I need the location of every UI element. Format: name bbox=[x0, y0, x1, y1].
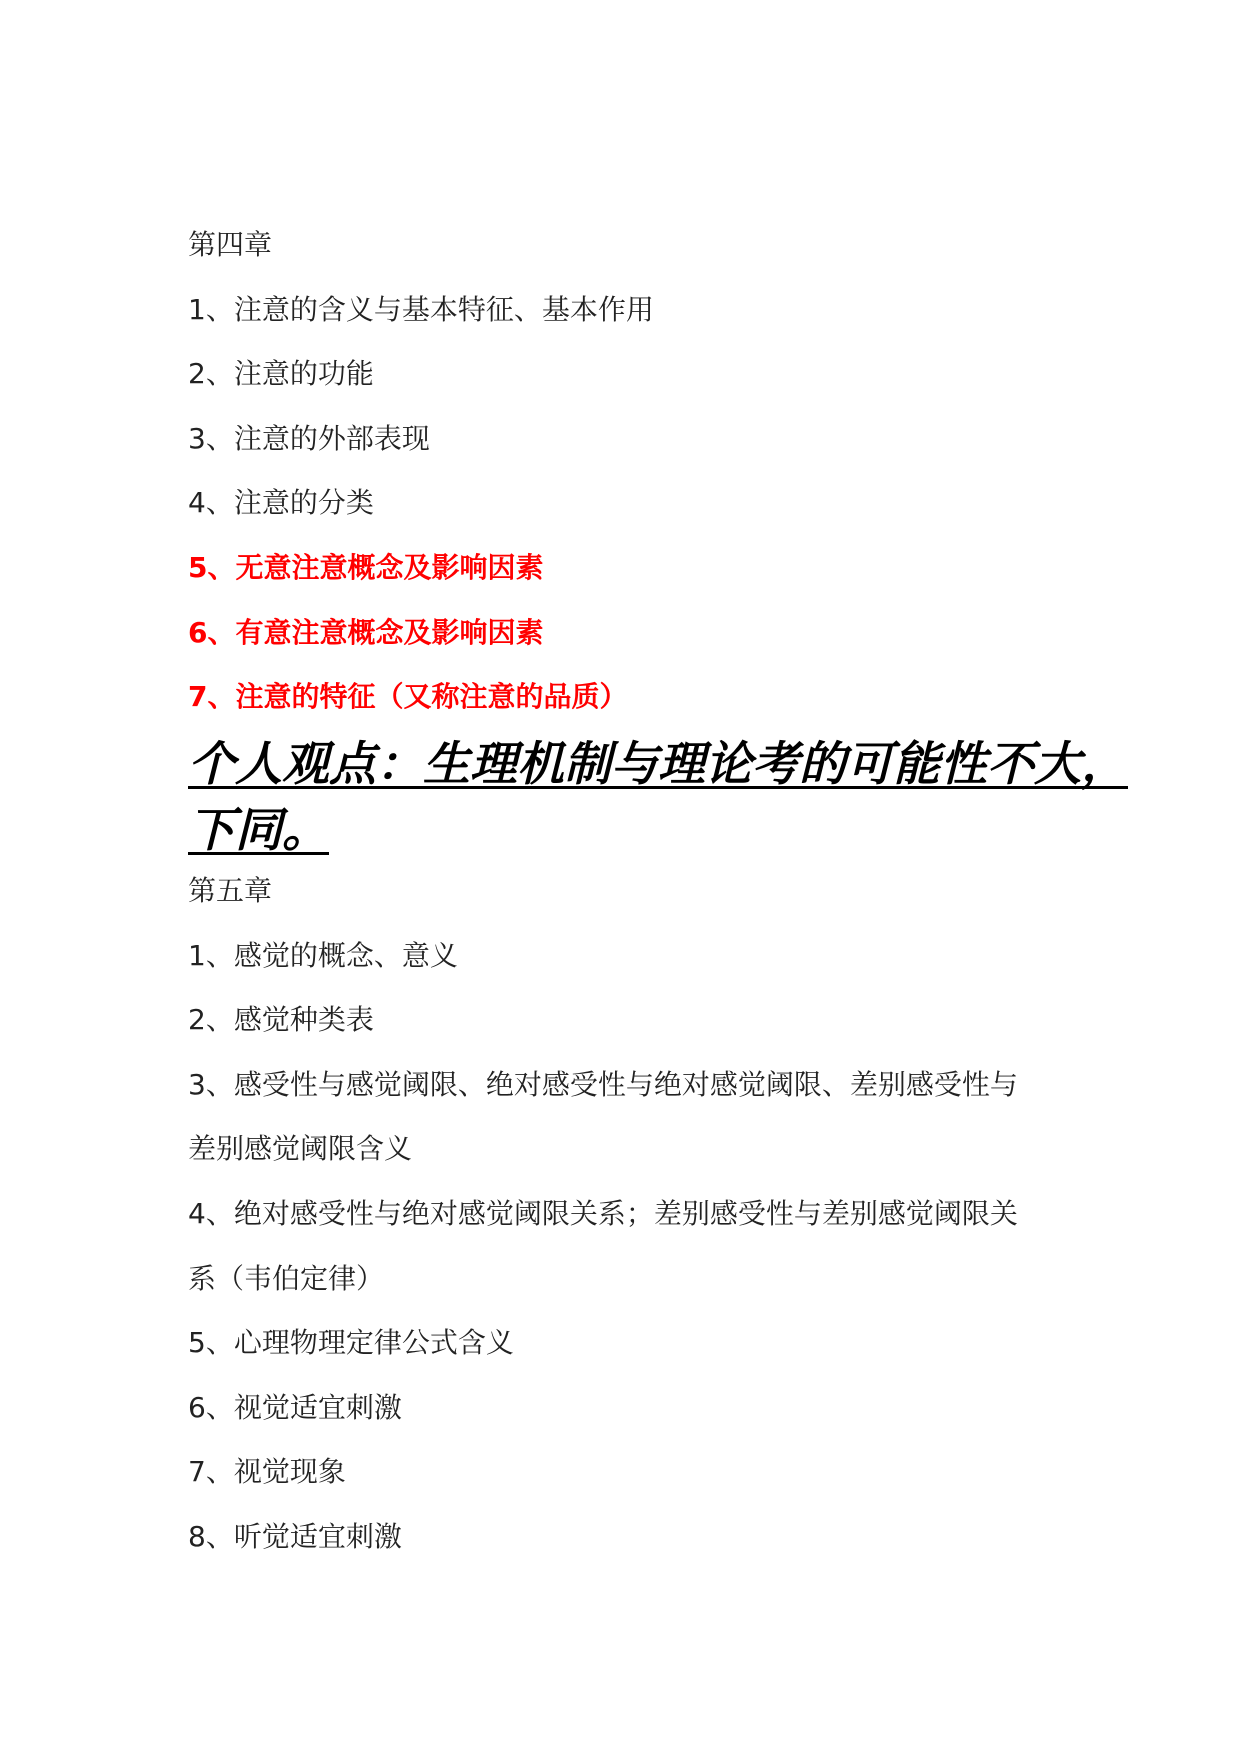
chapter5-item-6: 6、视觉适宜刺激 bbox=[188, 1391, 402, 1424]
personal-note-line-2: 下同。 bbox=[188, 803, 329, 858]
personal-note-line-1: 个人观点：生理机制与理论考的可能性不大， bbox=[188, 737, 1128, 792]
chapter4-item-6-highlight: 6、有意注意概念及影响因素 bbox=[188, 616, 544, 649]
chapter5-item-5: 5、心理物理定律公式含义 bbox=[188, 1326, 514, 1359]
chapter5-item-3: 3、感受性与感觉阈限、绝对感受性与绝对感觉阈限、差别感受性与 bbox=[188, 1068, 1018, 1101]
chapter5-item-1: 1、感觉的概念、意义 bbox=[188, 939, 458, 972]
chapter4-item-7-highlight: 7、注意的特征（又称注意的品质） bbox=[188, 680, 628, 713]
chapter5-item-4-continued: 系（韦伯定律） bbox=[188, 1262, 385, 1295]
chapter5-item-4: 4、绝对感受性与绝对感觉阈限关系；差别感受性与差别感觉阈限关 bbox=[188, 1197, 1018, 1230]
chapter4-item-3: 3、注意的外部表现 bbox=[188, 422, 430, 455]
chapter4-item-5-highlight: 5、无意注意概念及影响因素 bbox=[188, 551, 544, 584]
chapter5-item-8: 8、听觉适宜刺激 bbox=[188, 1520, 402, 1553]
chapter4-title: 第四章 bbox=[188, 228, 273, 261]
chapter5-item-7: 7、视觉现象 bbox=[188, 1455, 346, 1488]
chapter4-item-4: 4、注意的分类 bbox=[188, 486, 374, 519]
chapter4-item-2: 2、注意的功能 bbox=[188, 357, 374, 390]
chapter4-item-1: 1、注意的含义与基本特征、基本作用 bbox=[188, 293, 654, 326]
chapter5-title: 第五章 bbox=[188, 874, 273, 907]
chapter5-item-3-continued: 差别感觉阈限含义 bbox=[188, 1132, 413, 1165]
chapter5-item-2: 2、感觉种类表 bbox=[188, 1003, 374, 1036]
